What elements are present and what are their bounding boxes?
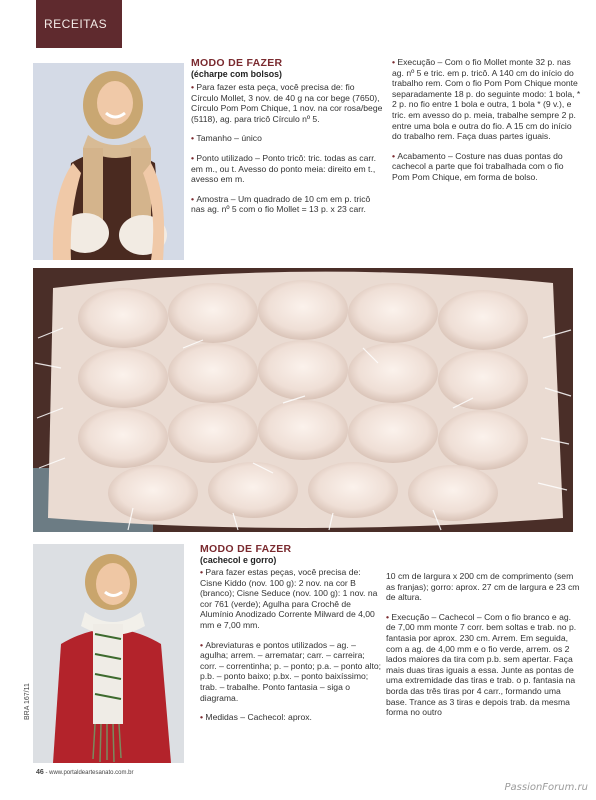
bullet-icon: • [200,639,206,650]
page-number: 46 [36,769,44,776]
recipe2-subtitle: (cachecol e gorro) [200,555,277,565]
site-url: - www.portaldeartesanato.com.br [43,770,134,776]
bullet-icon: • [200,712,206,723]
section-label: RECEITAS [44,17,108,31]
recipe2-column-1 [200,543,382,732]
recipe2-measures-text: Medidas – Cachecol: aprox. [205,712,312,723]
section-tab [36,0,122,48]
recipe2-column-2 [386,571,582,727]
recipe1-size [191,133,383,144]
recipe1-materials-text: Para fazer esta peça, você precisa de: fio Círculo Mollet, 3 nov. de 40 g na cor bege (7650), Círculo Pom Pom Chique, 1 nov. na cor rosa/bege (5118), ag. para tricô Círculo nº 5. [191,82,383,124]
recipe2-execution-text: Execução – Cachecol – Com o fio branco e ag. de 7,00 mm monte 7 corr. bem soltas e trab. no p. fantasia por aprox. 230 cm. Arrem. Em seguida, com a ag. de 4,00 mm e o fio verde, arrem. os 2 lados maiores da tira com p.b. sem apertar. Faça mais duas tiras iguais a essa. Junte as pontas de uma extremidade das tiras e trab. o p. fantasia na borda das três tiras por 4 carr., formando uma base. Trance as 3 tiras e depois trab. da mesma forma no outro [386,611,577,718]
recipe2-abbreviations [200,640,382,704]
recipe1-gauge [191,194,383,215]
recipe1-subtitle: (écharpe com bolsos) [191,69,282,79]
recipe2-measures-continued: 10 cm de largura x 200 cm de comprimento (sem as franjas); gorro: aprox. 27 cm de largura e 23 cm de altura. [386,571,580,603]
recipe1-stitch [191,153,383,185]
recipe1-finishing-text: Acabamento – Costure nas duas pontas do cachecol a parte que foi trabalhada com o fio Pom Pom Chique, em forma de bolso. [392,150,564,182]
recipe1-materials [191,82,383,124]
recipe1-execution [392,57,582,142]
recipe1-execution-text: Execução – Com o fio Mollet monte 32 p. nas ag. nº 5 e tric. em p. tricô. A 140 cm do início do trabalho rem. Com o fio Pom Pom Chique monte separadamente 18 p. do seguinte modo: 1 bola, * 2 p. no fio entre 1 bola e outra, 1 bola * (9 v.), e tric. em avesso do p. meia, trabalhe sempre 2 p. entre uma bola e outra do fio. A 15 cm do início do trabalho rem. Faça duas partes iguais. [392,57,581,142]
bullet-icon: • [200,567,206,577]
bullet-icon: • [392,150,398,161]
page-footer [36,769,134,776]
bullet-icon: • [191,152,197,163]
recipe2-execution [386,612,582,718]
catalog-code: BRA 167/11 [24,683,31,720]
recipe2-materials-text: Para fazer estas peças, você precisa de: Cisne Kiddo (nov. 100 g): 2 nov. na cor B (branco); Cisne Seduce (nov. 100 g): 1 nov. na cor 761 (verde); Agulha para Crochê de Alumínio Anodizado Corrente Milward de 4,00 mm e 7,00 mm. [200,567,378,630]
recipe2-materials [200,567,382,631]
recipe1-finishing [392,151,582,183]
recipe1-stitch-text: Ponto utilizado – Ponto tricô: tric. todas as carr. em m., ou t. Avesso do ponto meia: direito em t., avesso em m. [191,152,377,185]
recipe1-column-2 [392,57,582,192]
bullet-icon: • [191,133,197,144]
bullet-icon: • [191,193,197,204]
photo-scarf-model [33,63,184,260]
photo-cachecol-model [33,544,184,763]
bullet-icon: • [392,57,398,67]
recipe2-abbreviations-text: Abreviaturas e pontos utilizados – ag. – agulha; arrem. – arrematar; carr. – carreira; corr. – correntinha; p. – ponto; p.a. – ponto alto; p.b. – ponto baixo; p.bx. – ponto baixíssimo; trab. – trabalhe. Ponto fantasia – siga o diagrama. [200,639,382,703]
bullet-icon: • [191,82,197,92]
recipe1-gauge-text: Amostra – Um quadrado de 10 cm em p. tricô nas ag. nº 5 com o fio Mollet = 13 p. x 23 carr. [191,193,371,215]
recipe2-measures [200,712,382,723]
recipe1-column-1 [191,57,383,224]
recipe1-title: MODO DE FAZER [191,57,283,69]
bullet-icon: • [386,611,392,622]
photo-fabric-detail [33,268,573,532]
recipe2-title: MODO DE FAZER [200,543,292,555]
watermark: PassionForum.ru [504,782,588,793]
recipe1-size-text: Tamanho – único [196,133,262,144]
